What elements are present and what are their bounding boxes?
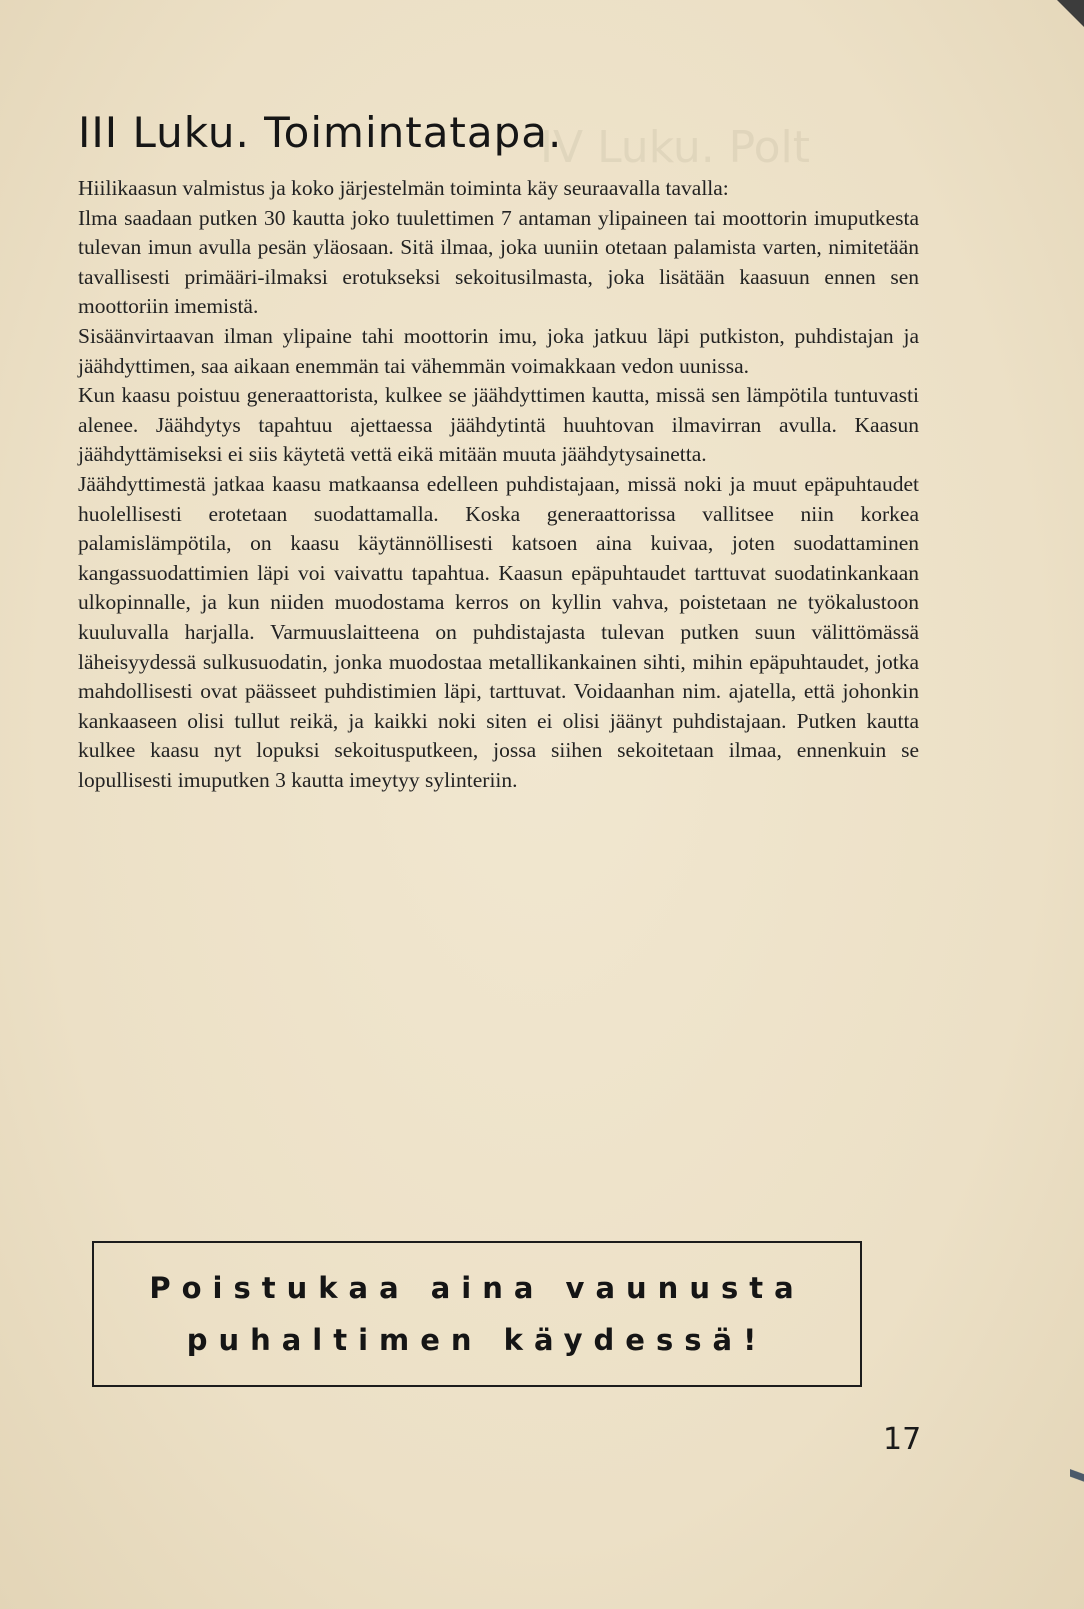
warning-notice-line-1: Poistukaa aina vaunusta — [149, 1271, 805, 1305]
page-number: 17 — [883, 1422, 922, 1457]
paragraph-draft: Sisäänvirtaavan ilman ylipaine tahi moottorin imu, joka jatkuu läpi putkiston, puhdistajan ja jäähdyttimen, saa aikaan enemmän tai vähemmän voimakkaan vedon uunissa. — [78, 323, 919, 378]
warning-notice-line-2: puhaltimen käydessä! — [186, 1323, 768, 1357]
warning-notice-box — [92, 1241, 862, 1387]
paragraph-air-intake: Ilma saadaan putken 30 kautta joko tuulettimen 7 antaman ylipaineen tai moottorin imuputkesta tulevan imun avulla pesän yläosaan. Sitä ilmaa, joka uuniin otetaan palamista varten, nimitetään tavallisesti primääri-ilmaksi erotukseksi sekoitusilmasta, joka lisätään kaasuun ennen sen moottoriin imemistä. — [78, 205, 919, 319]
body-text — [78, 174, 919, 795]
paragraph-cooling: Kun kaasu poistuu generaattorista, kulkee se jäähdyttimen kautta, missä sen lämpötila tuntuvasti alenee. Jäähdytys tapahtuu ajettaessa jäähdytintä huuhtovan ilmavirran avulla. Kaasun jäähdyttämiseksi ei siis käytetä vettä eikä mitään muuta jäähdytysainetta. — [78, 383, 919, 467]
paragraph-filtering: Jäähdyttimestä jatkaa kaasu matkaansa edelleen puhdistajaan, missä noki ja muut epäpuhtaudet huolellisesti erotetaan suodattamalla. Koska generaattorissa vallitsee niin korkea palamislämpötila, on kaasu käytännöllisesti katsoen aina kuivaa, joten suodattaminen kangassuodattimien läpi voi vaivattu tapahtua. Kaasun epäpuhtaudet tarttuvat suodatinkankaan ulkopinnalle, ja kun niiden muodostama kerros on kyllin vahva, poistetaan ne työkalustoon kuuluvalla harjalla. Varmuuslaitteena on puhdistajasta tulevan putken suun välittömässä läheisyydessä sulkusuodatin, jonka muodostaa metallikankainen sihti, mihin epäpuhtaudet, jotka mahdollisesti ovat päässeet puhdistimien läpi, tarttuvat. Voidaanhan nim. ajatella, että johonkin kankaaseen olisi tullut reikä, ja kaikki noki siten ei olisi jäänyt puhdistajaan. Putken kautta kulkee kaasu nyt lopuksi sekoitusputkeen, jossa siihen sekoitetaan ilmaa, ennenkuin se lopullisesti imuputken 3 kautta imeytyy sylinteriin. — [78, 471, 919, 792]
page-edge-mark — [1070, 1440, 1084, 1510]
bleed-through-text: IV Luku. Polt — [540, 122, 811, 173]
chapter-title: III Luku. Toimintatapa. — [78, 108, 563, 157]
paragraph-intro: Hiilikaasun valmistus ja koko järjestelmän toiminta käy seuraavalla tavalla: — [78, 176, 729, 200]
page-corner-mark — [1056, 0, 1084, 48]
